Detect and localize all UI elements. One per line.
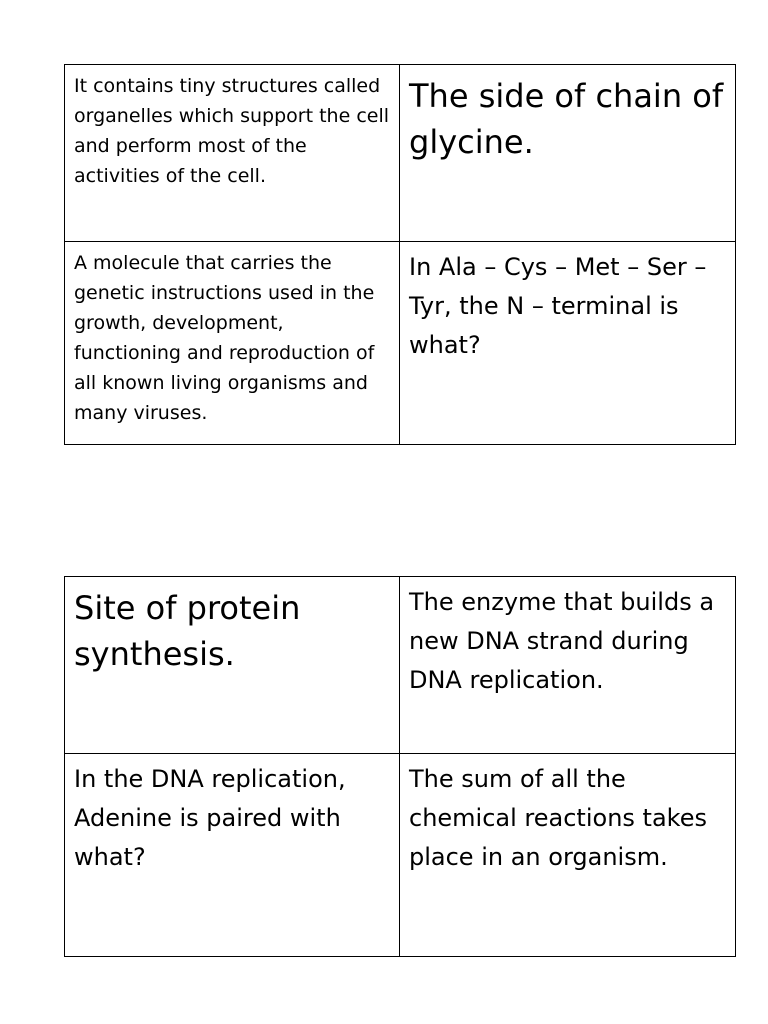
flashcard-text: The sum of all the chemical reactions takes place in an organism. — [409, 765, 707, 871]
flashcard-cell — [65, 65, 400, 242]
flashcard-cell — [400, 65, 736, 242]
flashcard-text: Site of protein synthesis. — [74, 589, 301, 673]
flashcard-table-2 — [64, 576, 736, 957]
flashcard-table-1 — [64, 64, 736, 445]
flashcard-text: It contains tiny structures called organelles which support the cell and perform most of the activities of the cell. — [74, 75, 390, 187]
flashcard-cell — [400, 577, 736, 754]
flashcard-text: A molecule that carries the genetic instructions used in the growth, development, functioning and reproduction of all known living organisms and many viruses. — [74, 252, 375, 424]
flashcard-text: In the DNA replication, Adenine is paired with what? — [74, 765, 346, 871]
table-row — [65, 754, 736, 957]
flashcard-cell — [65, 242, 400, 445]
flashcard-cell — [400, 754, 736, 957]
flashcard-text: The side of chain of glycine. — [409, 77, 724, 161]
flashcard-text: The enzyme that builds a new DNA strand during DNA replication. — [409, 588, 715, 694]
flashcard-cell — [400, 242, 736, 445]
flashcard-text: In Ala – Cys – Met – Ser – Tyr, the N – terminal is what? — [409, 253, 707, 359]
flashcard-cell — [65, 577, 400, 754]
table-row — [65, 65, 736, 242]
table-row — [65, 242, 736, 445]
table-row — [65, 577, 736, 754]
flashcard-cell — [65, 754, 400, 957]
